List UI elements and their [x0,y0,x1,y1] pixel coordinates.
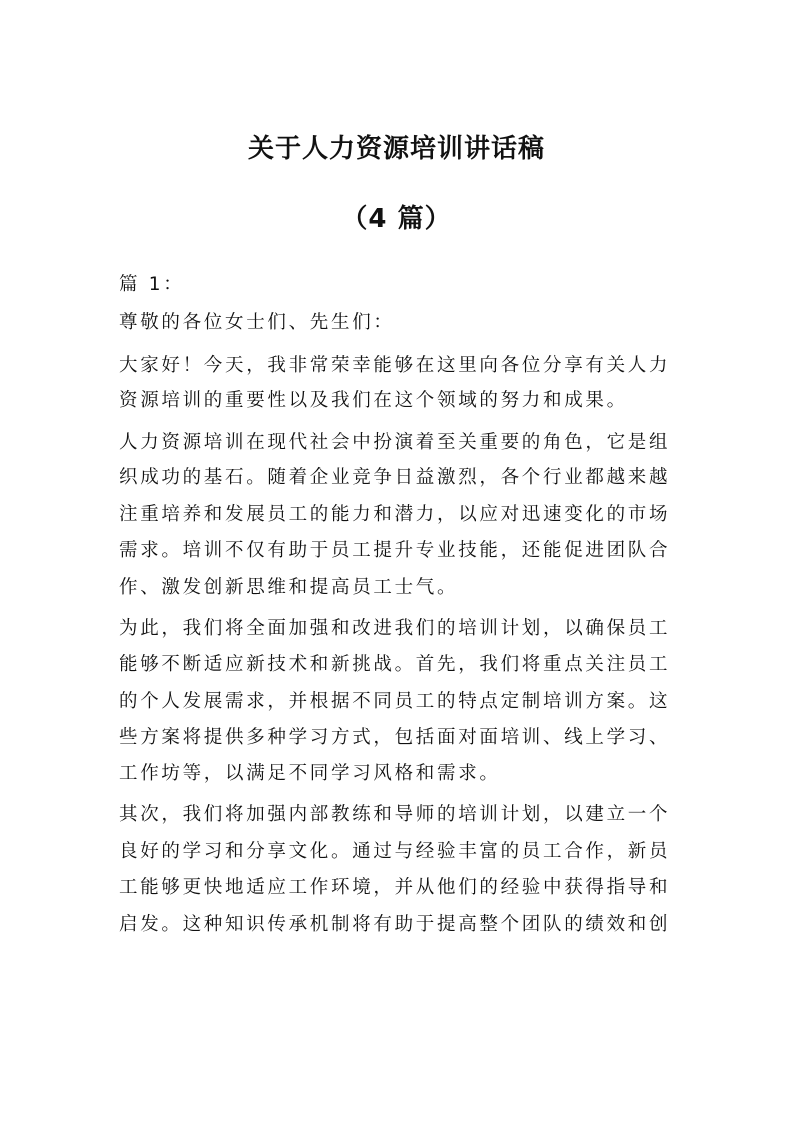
text-line: 能够不断适应新技术和新挑战。首先，我们将重点关注员工 [119,654,671,675]
text-line: 其次，我们将加强内部教练和导师的培训计划，以建立一个 [119,804,671,825]
document-title: 关于人力资源培训讲话稿 [247,134,545,164]
text-line: 些方案将提供多种学习方式，包括面对面培训、线上学习、 [119,727,671,748]
salutation: 尊敬的各位女士们、先生们： [119,312,395,333]
text-line: 为此，我们将全面加强和改进我们的培训计划，以确保员工 [119,618,671,639]
text-line: 工作坊等，以满足不同学习风格和需求。 [119,763,501,784]
text-line: 良好的学习和分享文化。通过与经验丰富的员工合作，新员 [119,841,671,862]
text-line: 资源培训的重要性以及我们在这个领域的努力和成果。 [119,390,628,411]
section-heading: 篇 1： [119,274,185,295]
text-line: 织成功的基石。随着企业竞争日益激烈，各个行业都越来越 [119,467,671,488]
document-subtitle: （4 篇） [341,204,452,234]
text-line: 大家好！今天，我非常荣幸能够在这里向各位分享有关人力 [119,355,671,376]
text-line: 人力资源培训在现代社会中扮演着至关重要的角色，它是组 [119,432,671,453]
text-line: 需求。培训不仅有助于员工提升专业技能，还能促进团队合 [119,540,671,561]
text-line: 的个人发展需求，并根据不同员工的特点定制培训方案。这 [119,691,671,712]
text-line: 启发。这种知识传承机制将有助于提高整个团队的绩效和创 [119,914,671,935]
text-line: 工能够更快地适应工作环境，并从他们的经验中获得指导和 [119,877,671,898]
text-line: 作、激发创新思维和提高员工士气。 [119,577,459,598]
text-line: 注重培养和发展员工的能力和潜力，以应对迅速变化的市场 [119,504,671,525]
